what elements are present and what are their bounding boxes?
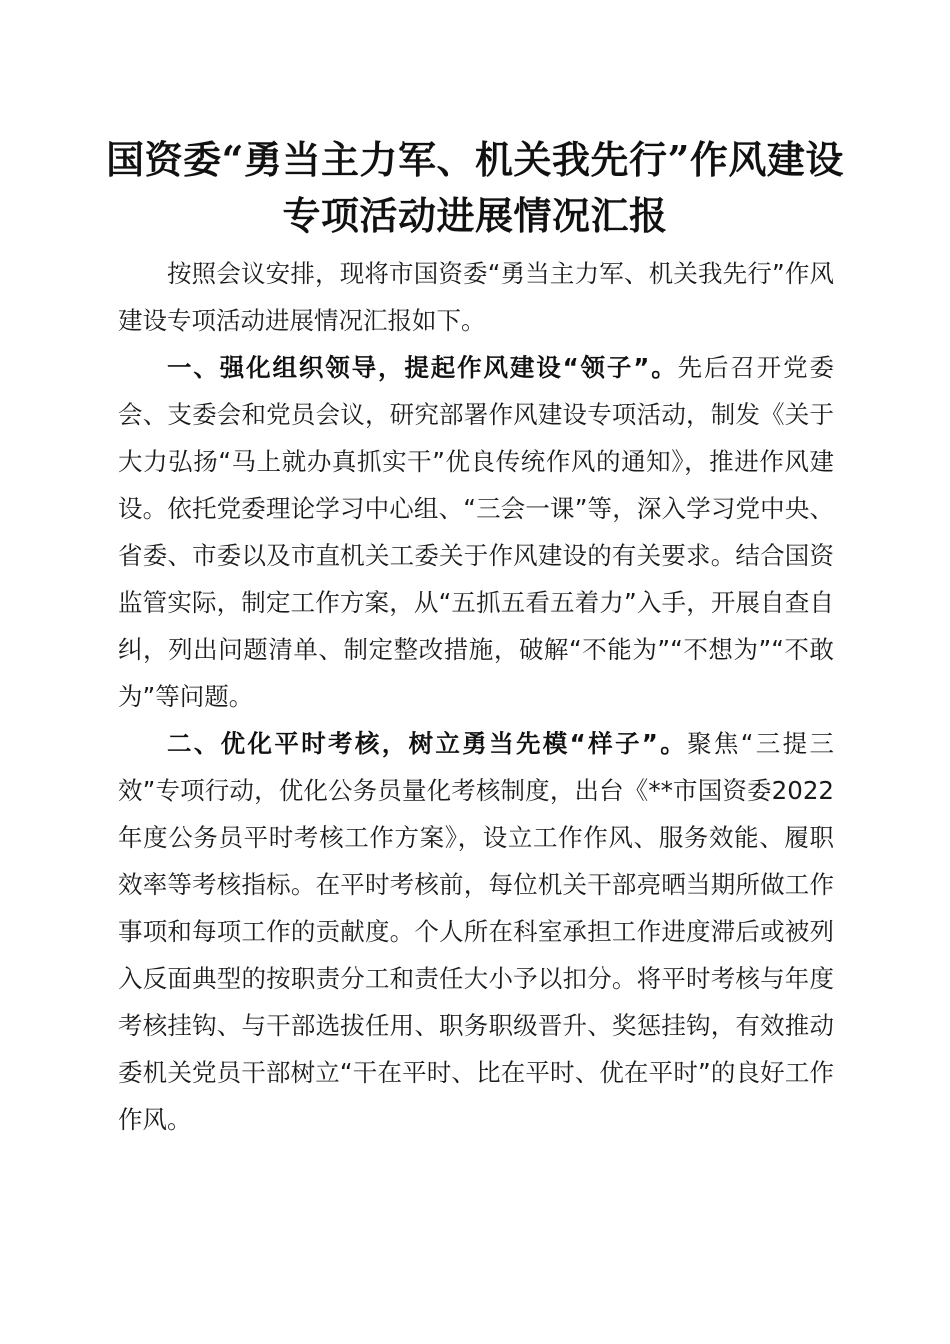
intro-paragraph: 按照会议安排，现将市国资委“勇当主力军、机关我先行”作风建设专项活动进展情况汇报如下。 [118,259,834,335]
section-paragraph-1 [118,344,834,720]
title-line-2: 专项活动进展情况汇报 [282,193,668,238]
section-paragraph-2 [118,720,834,1143]
document-body [118,250,834,1143]
document-title [100,132,850,244]
section-text-1: 先后召开党委会、支委会和党员会议，研究部署作风建设专项活动，制发《关于大力弘扬“马上就办真抓实干”优良传统作风的通知》，推进作风建设。依托党委理论学习中心组、“三会一课”等，深入学习党中央、省委、市委以及市直机关工委关于作风建设的有关要求。结合国资监管实际，制定工作方案，从“五抓五看五着力”入手，开展自查自纠，列出问题清单、制定整改措施，破解“不能为”“不想为”“不敢为”等问题。 [118,353,834,711]
title-line-1: 国资委“勇当主力军、机关我先行”作风建设 [106,137,844,182]
section-heading-2: 二、优化平时考核，树立勇当先模“样子”。 [167,729,688,758]
section-heading-1: 一、强化组织领导，提起作风建设“领子”。 [167,353,678,382]
section-text-2: 聚焦“三提三效”专项行动，优化公务员量化考核制度，出台《**市国资委2022年度公务员平时考核工作方案》，设立工作作风、服务效能、履职效率等考核指标。在平时考核前，每位机关干部亮晒当期所做工作事项和每项工作的贡献度。个人所在科室承担工作进度滞后或被列入反面典型的按职责分工和责任大小予以扣分。将平时考核与年度考核挂钩、与干部选拔任用、职务职级晋升、奖惩挂钩，有效推动委机关党员干部树立“干在平时、比在平时、优在平时”的良好工作作风。 [118,729,834,1134]
